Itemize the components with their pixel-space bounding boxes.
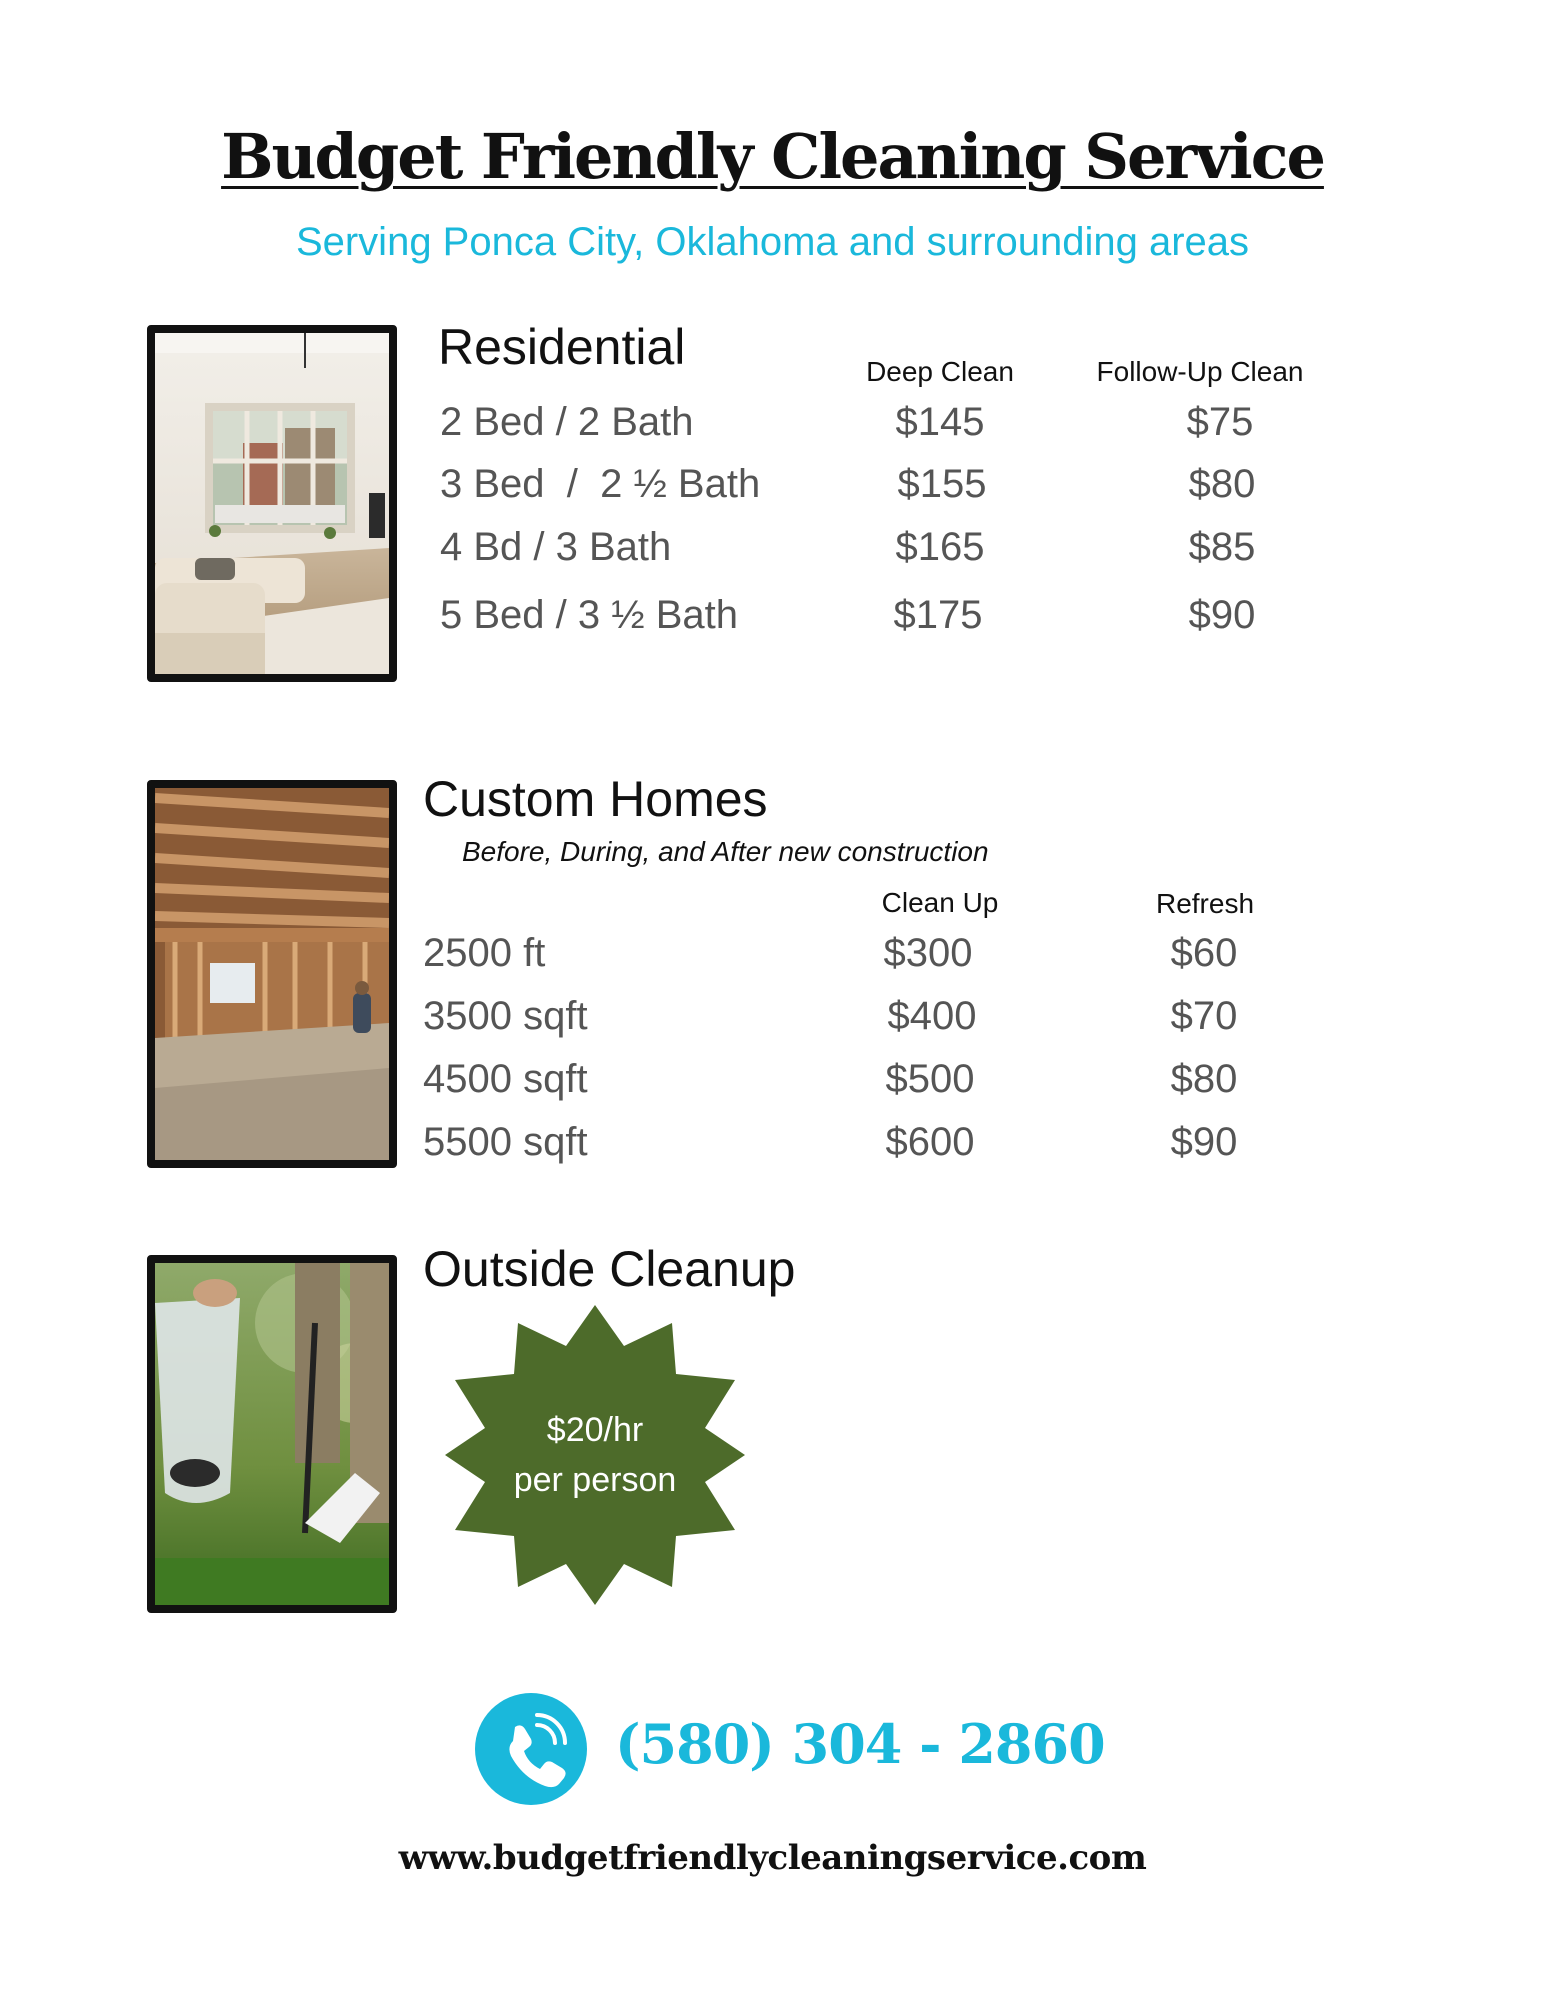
residential-deep-price: $155 xyxy=(897,462,987,506)
page-subtitle: Serving Ponca City, Oklahoma and surrounding areas xyxy=(295,220,1250,264)
custom-homes-row-label: 4500 sqft xyxy=(423,1057,588,1101)
phone-number[interactable]: (580) 304 - 2860 xyxy=(615,1712,1105,1776)
custom-homes-cleanup-price: $300 xyxy=(883,931,973,975)
badge-rate: $20/hr xyxy=(546,1411,644,1449)
refresh-header: Refresh xyxy=(1155,888,1255,919)
residential-title: Residential xyxy=(438,319,686,375)
outside-cleanup-title: Outside Cleanup xyxy=(423,1241,796,1297)
residential-row-label: 2 Bed / 2 Bath xyxy=(440,400,694,444)
living-room-photo xyxy=(147,325,397,682)
residential-row-label: 5 Bed / 3 ½ Bath xyxy=(440,593,738,637)
custom-homes-refresh-price: $60 xyxy=(1170,931,1238,975)
custom-homes-cleanup-price: $600 xyxy=(885,1120,975,1164)
custom-homes-refresh-price: $70 xyxy=(1170,994,1238,1038)
custom-homes-refresh-price: $90 xyxy=(1170,1120,1238,1164)
residential-deep-price: $175 xyxy=(893,593,983,637)
residential-row-label: 4 Bd / 3 Bath xyxy=(440,525,672,569)
custom-homes-row-label: 3500 sqft xyxy=(423,994,588,1038)
construction-photo xyxy=(147,780,397,1168)
custom-homes-row-label: 5500 sqft xyxy=(423,1120,588,1164)
custom-homes-note: Before, During, and After new construction xyxy=(462,836,989,867)
residential-deep-price: $165 xyxy=(895,525,985,569)
residential-follow-price: $85 xyxy=(1188,525,1256,569)
custom-homes-title: Custom Homes xyxy=(423,771,768,827)
custom-homes-row-label: 2500 ft xyxy=(423,931,546,975)
follow-up-clean-header: Follow-Up Clean xyxy=(1096,356,1304,387)
badge-per-person: per person xyxy=(513,1461,677,1499)
residential-row-label: 3 Bed / 2 ½ Bath xyxy=(440,462,761,506)
clean-up-header: Clean Up xyxy=(881,887,999,918)
price-badge xyxy=(445,1305,745,1605)
residential-follow-price: $80 xyxy=(1188,462,1256,506)
phone-icon[interactable] xyxy=(475,1693,587,1805)
outdoor-cleanup-photo xyxy=(147,1255,397,1613)
deep-clean-header: Deep Clean xyxy=(866,356,1014,387)
residential-follow-price: $90 xyxy=(1188,593,1256,637)
residential-follow-price: $75 xyxy=(1186,400,1254,444)
website-link[interactable]: www.budgetfriendlycleaningservice.com xyxy=(398,1838,1147,1878)
custom-homes-refresh-price: $80 xyxy=(1170,1057,1238,1101)
page-title: Budget Friendly Cleaning Service xyxy=(221,120,1324,193)
custom-homes-cleanup-price: $500 xyxy=(885,1057,975,1101)
residential-deep-price: $145 xyxy=(895,400,985,444)
custom-homes-cleanup-price: $400 xyxy=(887,994,977,1038)
